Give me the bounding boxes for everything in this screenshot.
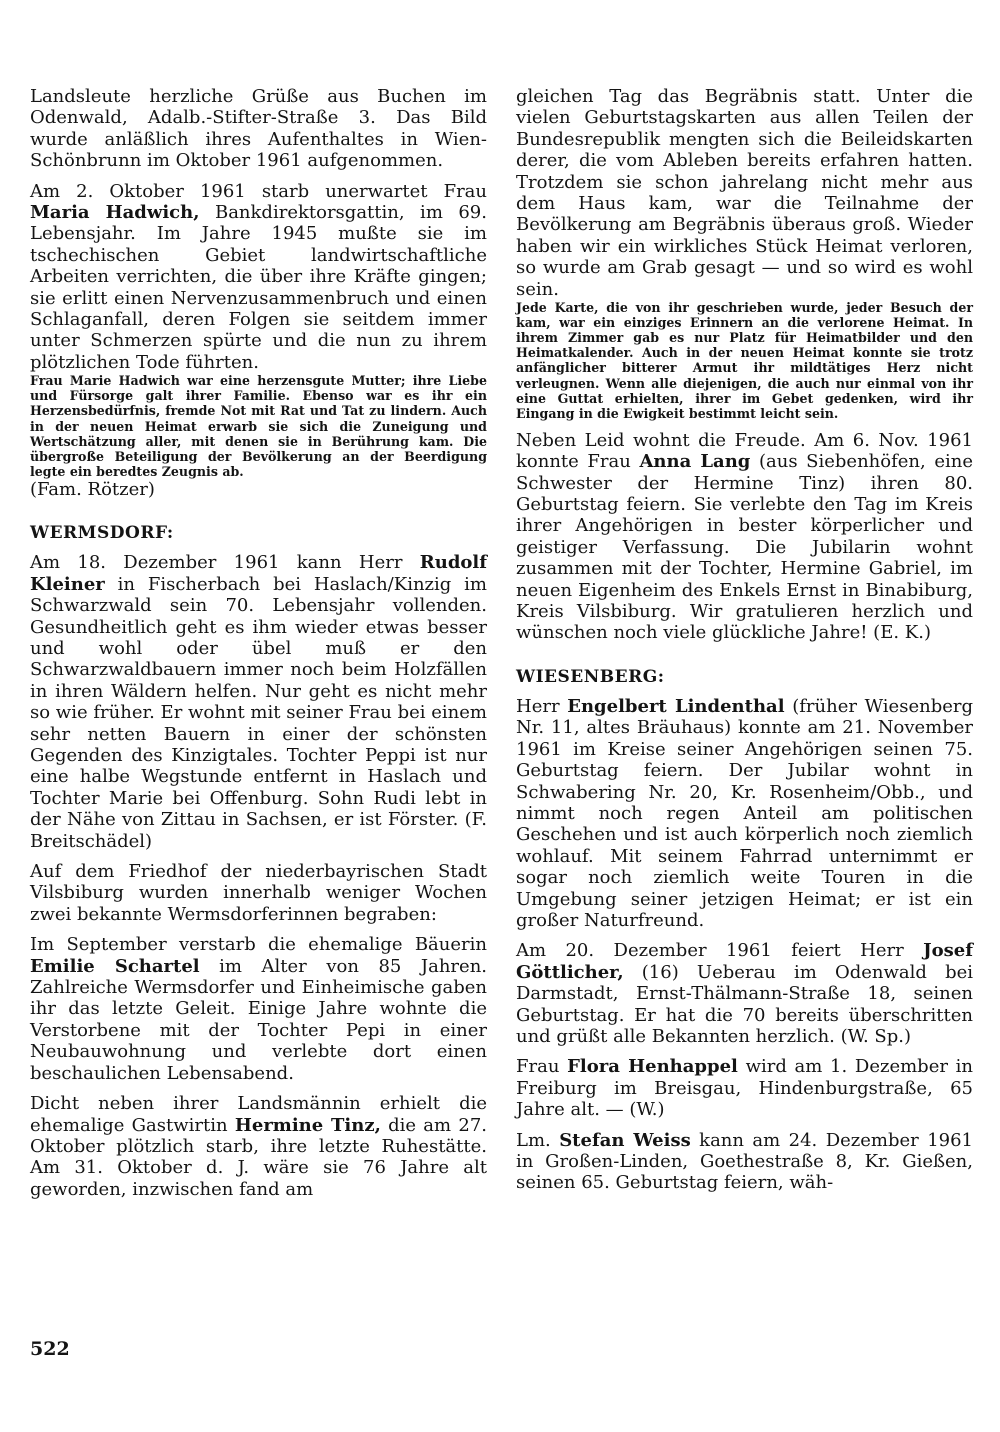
paragraph-birthday-weiss [516, 1130, 973, 1194]
person-name-josef-goettlicher: Josef Göttlicher, [516, 940, 973, 983]
text-segment: (16) Ueberau im Odenwald bei Darmstadt, Ernst-Thälmann-Straße 18, seinen Geburtstag. Er hat die 70 bereits überschritten und grüßt alle Bekannten herzlich. (W. Sp.) [516, 961, 973, 1047]
person-name-stefan-weiss: Stefan Weiss [559, 1129, 691, 1151]
text-segment: in Fischerbach bei Haslach/Kinzig im Schwarzwald sein 70. Lebensjahr vollenden. Gesundheitlich geht es ihm wieder etwas besser und wohl oder übel muß er den Schwarzwaldbauern immer noch beim Holzfällen in ihren Wäldern helfen. Nur geht es nicht mehr so wie früher. Er wohnt mit seiner Frau bei einem sehr netten Bauern in einer der schönsten Gegenden des Kinzigtales. Tochter Peppi ist nur eine halbe Wegstunde entfernt in Haslach und Tochter Marie bei Offenburg. Sohn Rudi lebt in der Nähe von Zittau in Sachsen, er ist Förster. (F. Breitschädel) [30, 573, 487, 852]
text-segment: Bankdirektorsgattin, im 69. Lebensjahr. Im Jahre 1945 mußte sie im tschechischen Gebiet landwirtschaftliche Arbeiten verrichten, die über ihre Kräfte gingen; sie erlitt einen Nervenzusammenbruch und einen Schlaganfall, deren Folgen sie seitdem immer unter Schmerzen spürte und die nun zu ihrem plötzlichen Tode führten. [30, 202, 487, 373]
person-name-hermine-tinz: Hermine Tinz, [234, 1114, 381, 1136]
left-column [30, 86, 487, 1200]
paragraph-birthday-lindenthal [516, 696, 973, 931]
paragraph-birthday-goettlicher [516, 940, 973, 1047]
right-column [516, 86, 973, 1194]
section-heading-wermsdorf: WERMSDORF: [30, 523, 174, 544]
paragraph-obituary-schartel [30, 934, 487, 1084]
text-segment: Am 2. Oktober 1961 starb unerwartet Frau [30, 180, 487, 202]
small-print-tinz: Jede Karte, die von ihr geschrieben wurde, jeder Besuch der kam, war ein einziges Erinnern an die verlorene Heimat. In ihrem Zimmer gab es nur Platz für Heimatbilder und den Heimatkalender. Auch in der neuen Heimat konnte sie trotz anfänglicher bitterer Armut ihr mildtätiges Herz nicht verleugnen. Wenn alle diejenigen, die auch nur einmal von ihr eine Guttat erhielten, ihrer im Gebet gedenken, wird ihr Eingang in die Ewigkeit bestimmt leicht sein. [516, 300, 973, 421]
person-name-engelbert-lindenthal: Engelbert Lindenthal [567, 695, 785, 717]
text-segment: Frau [516, 1056, 568, 1078]
paragraph-birthday-kleiner [30, 552, 487, 852]
section-heading-wiesenberg: WIESENBERG: [516, 666, 665, 687]
text-segment: (aus Siebenhöfen, eine Schwester der Hermine Tinz) ihren 80. Geburtstag feiern. Sie verlebte den Tag im Kreis ihrer Angehörigen in bester körperlicher und geistiger Verfassung. Die Jubilarin wohnt zusammen mit der Tochter, Hermine Gabriel, im neuen Eigenheim des Enkels Ernst in Binabiburg, Kreis Vilsbiburg. Wir gratulieren herzlich und wünschen noch viele glückliche Jahre! (E. K.) [516, 451, 973, 644]
paragraph-birthday-henhappel [516, 1056, 973, 1120]
person-name-emilie-schartel: Emilie Schartel [30, 955, 200, 977]
page-number: 522 [30, 1338, 70, 1360]
text-segment: Dicht neben ihrer Landsmännin erhielt die ehemalige Gastwirtin [30, 1093, 487, 1136]
text-segment: Am 18. Dezember 1961 kann Herr [30, 552, 420, 574]
paragraph-vilsbiburg-intro: Auf dem Friedhof der niederbayrischen Stadt Vilsbiburg wurden innerhalb weniger Wochen zwei bekannte Wermsdorferinnen begraben: [30, 861, 487, 925]
paragraph-obituary-tinz [30, 1093, 487, 1200]
text-segment: die am 27. Oktober plötzlich starb, ihre letzte Ruhestätte. Am 31. Oktober d. J. wäre sie 76 Jahre alt geworden, inzwischen fand am [30, 1114, 487, 1200]
text-segment: Im September verstarb die ehemalige Bäuerin [30, 934, 487, 956]
person-name-flora-henhappel: Flora Henhappel [567, 1056, 738, 1078]
text-segment: wird am 1. Dezember in Freiburg im Breisgau, Hindenburgstraße, 65 Jahre alt. — (W.) [516, 1056, 973, 1121]
text-segment: Lm. [516, 1129, 560, 1151]
text-segment: Herr [516, 695, 568, 717]
paragraph-birthday-lang [516, 430, 973, 644]
paragraph-tinz-continued: gleichen Tag das Begräbnis statt. Unter die vielen Geburtstagskarten aus allen Teilen der Bundesrepublik mengten sich die Beileidskarten derer, die vom Ableben bereits erfahren hatten. Trotzdem sie schon jahrelang nicht mehr aus dem Haus kam, war die Teilnahme der Bevölkerung am Begräbnis überaus groß. Wieder haben wir ein wirkliches Stück Heimat verloren, so wurde am Grab gesagt — und so wird es wohl sein. [516, 86, 973, 300]
paragraph-obituary-hadwich [30, 181, 487, 374]
signature-fam-roetzer: (Fam. Rötzer) [30, 478, 155, 500]
person-name-anna-lang: Anna Lang [639, 451, 751, 473]
person-name-rudolf-kleiner: Rudolf Kleiner [30, 552, 487, 595]
text-segment: kann am 24. Dezember 1961 in Großen-Linden, Goethestraße 8, Kr. Gießen, seinen 65. Geburtstag feiern, wäh- [516, 1129, 974, 1194]
text-segment: Am 20. Dezember 1961 feiert Herr [516, 940, 924, 962]
person-name-maria-hadwich: Maria Hadwich, [30, 202, 200, 224]
small-print-hadwich: Frau Marie Hadwich war eine herzensgute Mutter; ihre Liebe und Fürsorge galt ihrer Familie. Ebenso war es ihr ein Herzensbedürfnis, fremde Not mit Rat und Tat zu lindern. Auch in der neuen Heimat erwarb sie sich die Zuneigung und Wertschätzung aller, mit denen sie in Berührung kam. Die übergroße Beteiligung der Bevölkerung an der Beerdigung legte ein beredtes Zeugnis ab. [30, 373, 487, 479]
text-segment: Neben Leid wohnt die Freude. Am 6. Nov. 1961 konnte Frau [516, 429, 973, 473]
text-segment: (früher Wiesenberg Nr. 11, altes Bräuhaus) konnte am 21. November 1961 im Kreise seiner Angehörigen seinen 75. Geburtstag feiern. Der Jubilar wohnt in Schwabering Nr. 20, Kr. Rosenheim/Obb., und nimmt noch regen Anteil am politischen Geschehen und ist auch körperlich noch ziemlich wohlauf. Mit seinem Fahrrad unternimmt er sogar noch ziemlich weite Touren in die Umgebung seiner jetzigen Heimat; er ist ein großer Naturfreund. [516, 695, 973, 931]
paragraph-greetings-buchen: Landsleute herzliche Grüße aus Buchen im Odenwald, Adalb.-Stifter-Straße 3. Das Bild wurde anläßlich ihres Aufenthaltes in Wien-Schönbrunn im Oktober 1961 aufgenommen. [30, 86, 487, 172]
text-segment: im Alter von 85 Jahren. Zahlreiche Wermsdorfer und Einheimische gaben ihr das letzte Geleit. Einige Jahre wohnte die Verstorbene mit der Tochter Pepi in einer Neubauwohnung und verlebte dort einen beschaulichen Lebensabend. [30, 955, 488, 1084]
